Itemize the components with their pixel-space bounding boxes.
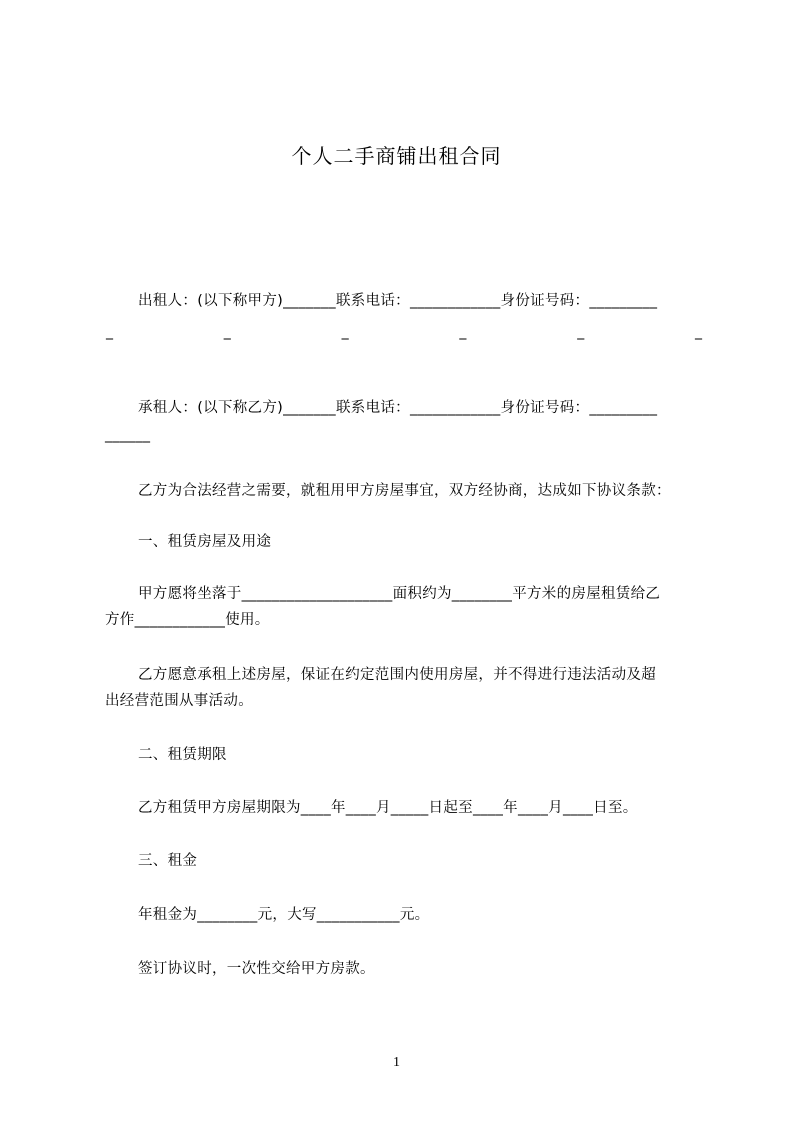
dash-mark: _ (106, 324, 113, 340)
section-3-paragraph-2: 签订协议时，一次性交给甲方房款。 (138, 961, 375, 977)
dash-mark: _ (223, 324, 231, 340)
section-3-paragraph-1: 年租金为________元，大写___________元。 (138, 907, 430, 923)
dash-mark: _ (694, 324, 702, 340)
intro-paragraph: 乙方为合法经营之需要，就租用甲方房屋事宜，双方经协商，达成如下协议条款： (138, 483, 671, 499)
lessee-line: 承租人：(以下称乙方)_______联系电话：____________身份证号码：_________ (138, 400, 658, 416)
section-1-paragraph-2-line-1: 乙方愿意承租上述房屋，保证在约定范围内使用房屋，并不得进行违法活动及超 (138, 667, 656, 683)
section-1-paragraph-1-line-2: 方作____________使用。 (105, 612, 270, 628)
dash-mark: _ (459, 324, 467, 340)
dash-mark: _ (341, 324, 349, 340)
section-1-paragraph-2-line-2: 出经营范围从事活动。 (105, 693, 253, 709)
section-1-heading: 一、租赁房屋及用途 (138, 534, 272, 550)
lessee-line-continuation: ______ (105, 427, 151, 443)
lessor-line: 出租人：(以下称甲方)_______联系电话：____________身份证号码：_________ (138, 293, 658, 309)
page-number: 1 (393, 1055, 400, 1070)
section-3-heading: 三、租金 (138, 853, 198, 869)
dash-marks-row (106, 322, 702, 342)
section-2-paragraph: 乙方租赁甲方房屋期限为____年____月_____日起至____年____月____日至。 (138, 800, 638, 816)
section-1-paragraph-1-line-1: 甲方愿将坐落于____________________面积约为________平方米的房屋租赁给乙 (138, 586, 661, 602)
dash-mark: _ (577, 324, 585, 340)
section-2-heading: 二、租赁期限 (138, 747, 227, 763)
document-title: 个人二手商铺出租合同 (291, 144, 502, 168)
